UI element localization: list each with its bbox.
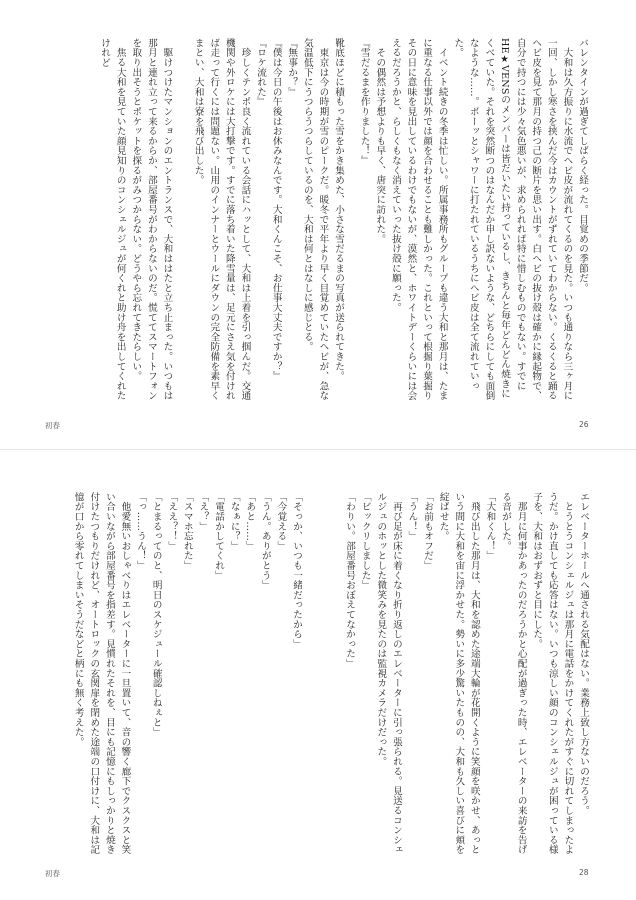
page-number: 28 xyxy=(579,868,589,877)
page-number: 26 xyxy=(579,420,589,429)
text-column-left: 「そっか、いつも一緒だったから」 「今覚える」 「うん。ありがとう」 「あと……」 「なぁに？」 「電話かしてくれ」 「え？」 「スマホ忘れた」 「ええ？！」 「とまるってのと、明日のスケジュール確認しねぇと」 「っ……うん！」 他愛無いおしゃべりはエレベーターに一旦置いて、音の響く廊下でクスクスと笑い合いながら部屋番号を指差す。見慣れたそれを、目にも記憶にもしっかりと焼き付けたつもりだけれど、オートロックの玄関扉を閉めた途端の口付けに、大和は記憶が口から零れてしまいそうだなどと柄にも無く考えた。 xyxy=(72,492,302,855)
footer-title: 初春 xyxy=(45,421,60,430)
footer-title: 初春 xyxy=(45,869,60,878)
text-column-left: 靴底ほどに積もった雪をかき集めた、小さな雪だるまの写真が送られてきた。 東京は今の時期が雪のピークだ。暖冬で平年より早く目覚めていたヘビが、急な気温低下にうつらうつらしているのを、大和は何とはなしに感じとる。 『無事か？』 『僕は今日の午後はお休みなんです。大和くんこそ、お仕事大丈夫ですか？』 『ロケ流れた』 珍しくテンポ良く流れている会話にハッとして、大和は上着を引っ掴んだ。交通機関や外ロケには大打撃です。すでに落ち着いた降雪量は、足元にさえ気を付ければ走って行くには問題ない。山用のインナーとウールにダウンの完全防備を素早くまとい、大和は寮を飛び出した。 駆けつけたマンションのエントランスで、大和ははたと立ち止まった。いつもは那月と連れ立って来るからか、部屋番号がわからないのだ。慌ててスマートフォンを取り出そうとポケットを探るがみつからない。どうやら忘れてきたらしい。 焦る大和を見ていた顔見知りのコンシェルジュが何くれと助け舟を出してくれたけれど xyxy=(99,38,344,401)
text-column-right: エレベーターホールへ通される気配はない。業務上致し方ないのだろう。 とうとうコンシェルジュは那月に電話をかけてくれたがすぐに切れてしまったようだ。かけ直しても応答はない。いつも涼しい顔のコンシェルジュが困っている様子を、大和はおずおずと目にした。 那月に何事かあったのだろうかと心配が過ぎった時、エレベーターの来訪を告げる音がした。 「大和くん！」 飛び出した那月は、大和を認めた途端大輪が花開くように笑顔を咲かせ、あっという間に大和を宙に浮かせた。勢いに多少驚いたものの、大和も久しい喜びに頬を綻ばせた。 「お前もオフだ」 「うん！」 再び足が床に着くなり折り返しのエレベーターに引っ張られる。見送るコンシェルジュのホッとした微笑みを見たのは監視カメラだけだった。 「ビックリしました」 「わりい。部屋番号おぼえてなかった」 xyxy=(344,492,589,855)
text-column-right: バレンタインが過ぎてしばらく経った。目覚めの季節だ。 大和は久方振りに水流でヘビ皮が流れてくるのを見た。いつも通りなら三ヶ月に一回、しかし寒さを挟んだ今はカウントがずれていてわからない。くるくると踊るヘビ皮を見て那月の持つ己の断片を思い出す。白ヘビの抜け殻は確かに縁起物で、自分で持つには少々気色悪いが、求められれば特に惜しむものでもない。すでにHE★VENSのメンバーは皆だいたい持っているし、きちんと毎年どんどん焼きにくべていた。それを突然断つのはなんだか申し訳ないような、どちらにしても面倒なような……。ボーッとシャワーに打たれているうちにヘビ皮は全て流れていった。 イベント続きの冬季は忙しい。所属事務所もグループも違う大和と那月は、たまに重なる仕事以外では顔を合わせることも難しかった。これといって根掘り葉掘りその日に意味を見出しているわけでもないが、漠然と、ホワイトデーくらいには会えるだろうかと、らしくもなく消えていった抜け殻に願った。 その偶然は予想よりも早く、唐突に訪れた。 『雪だるまを作りました！』 xyxy=(358,38,588,401)
